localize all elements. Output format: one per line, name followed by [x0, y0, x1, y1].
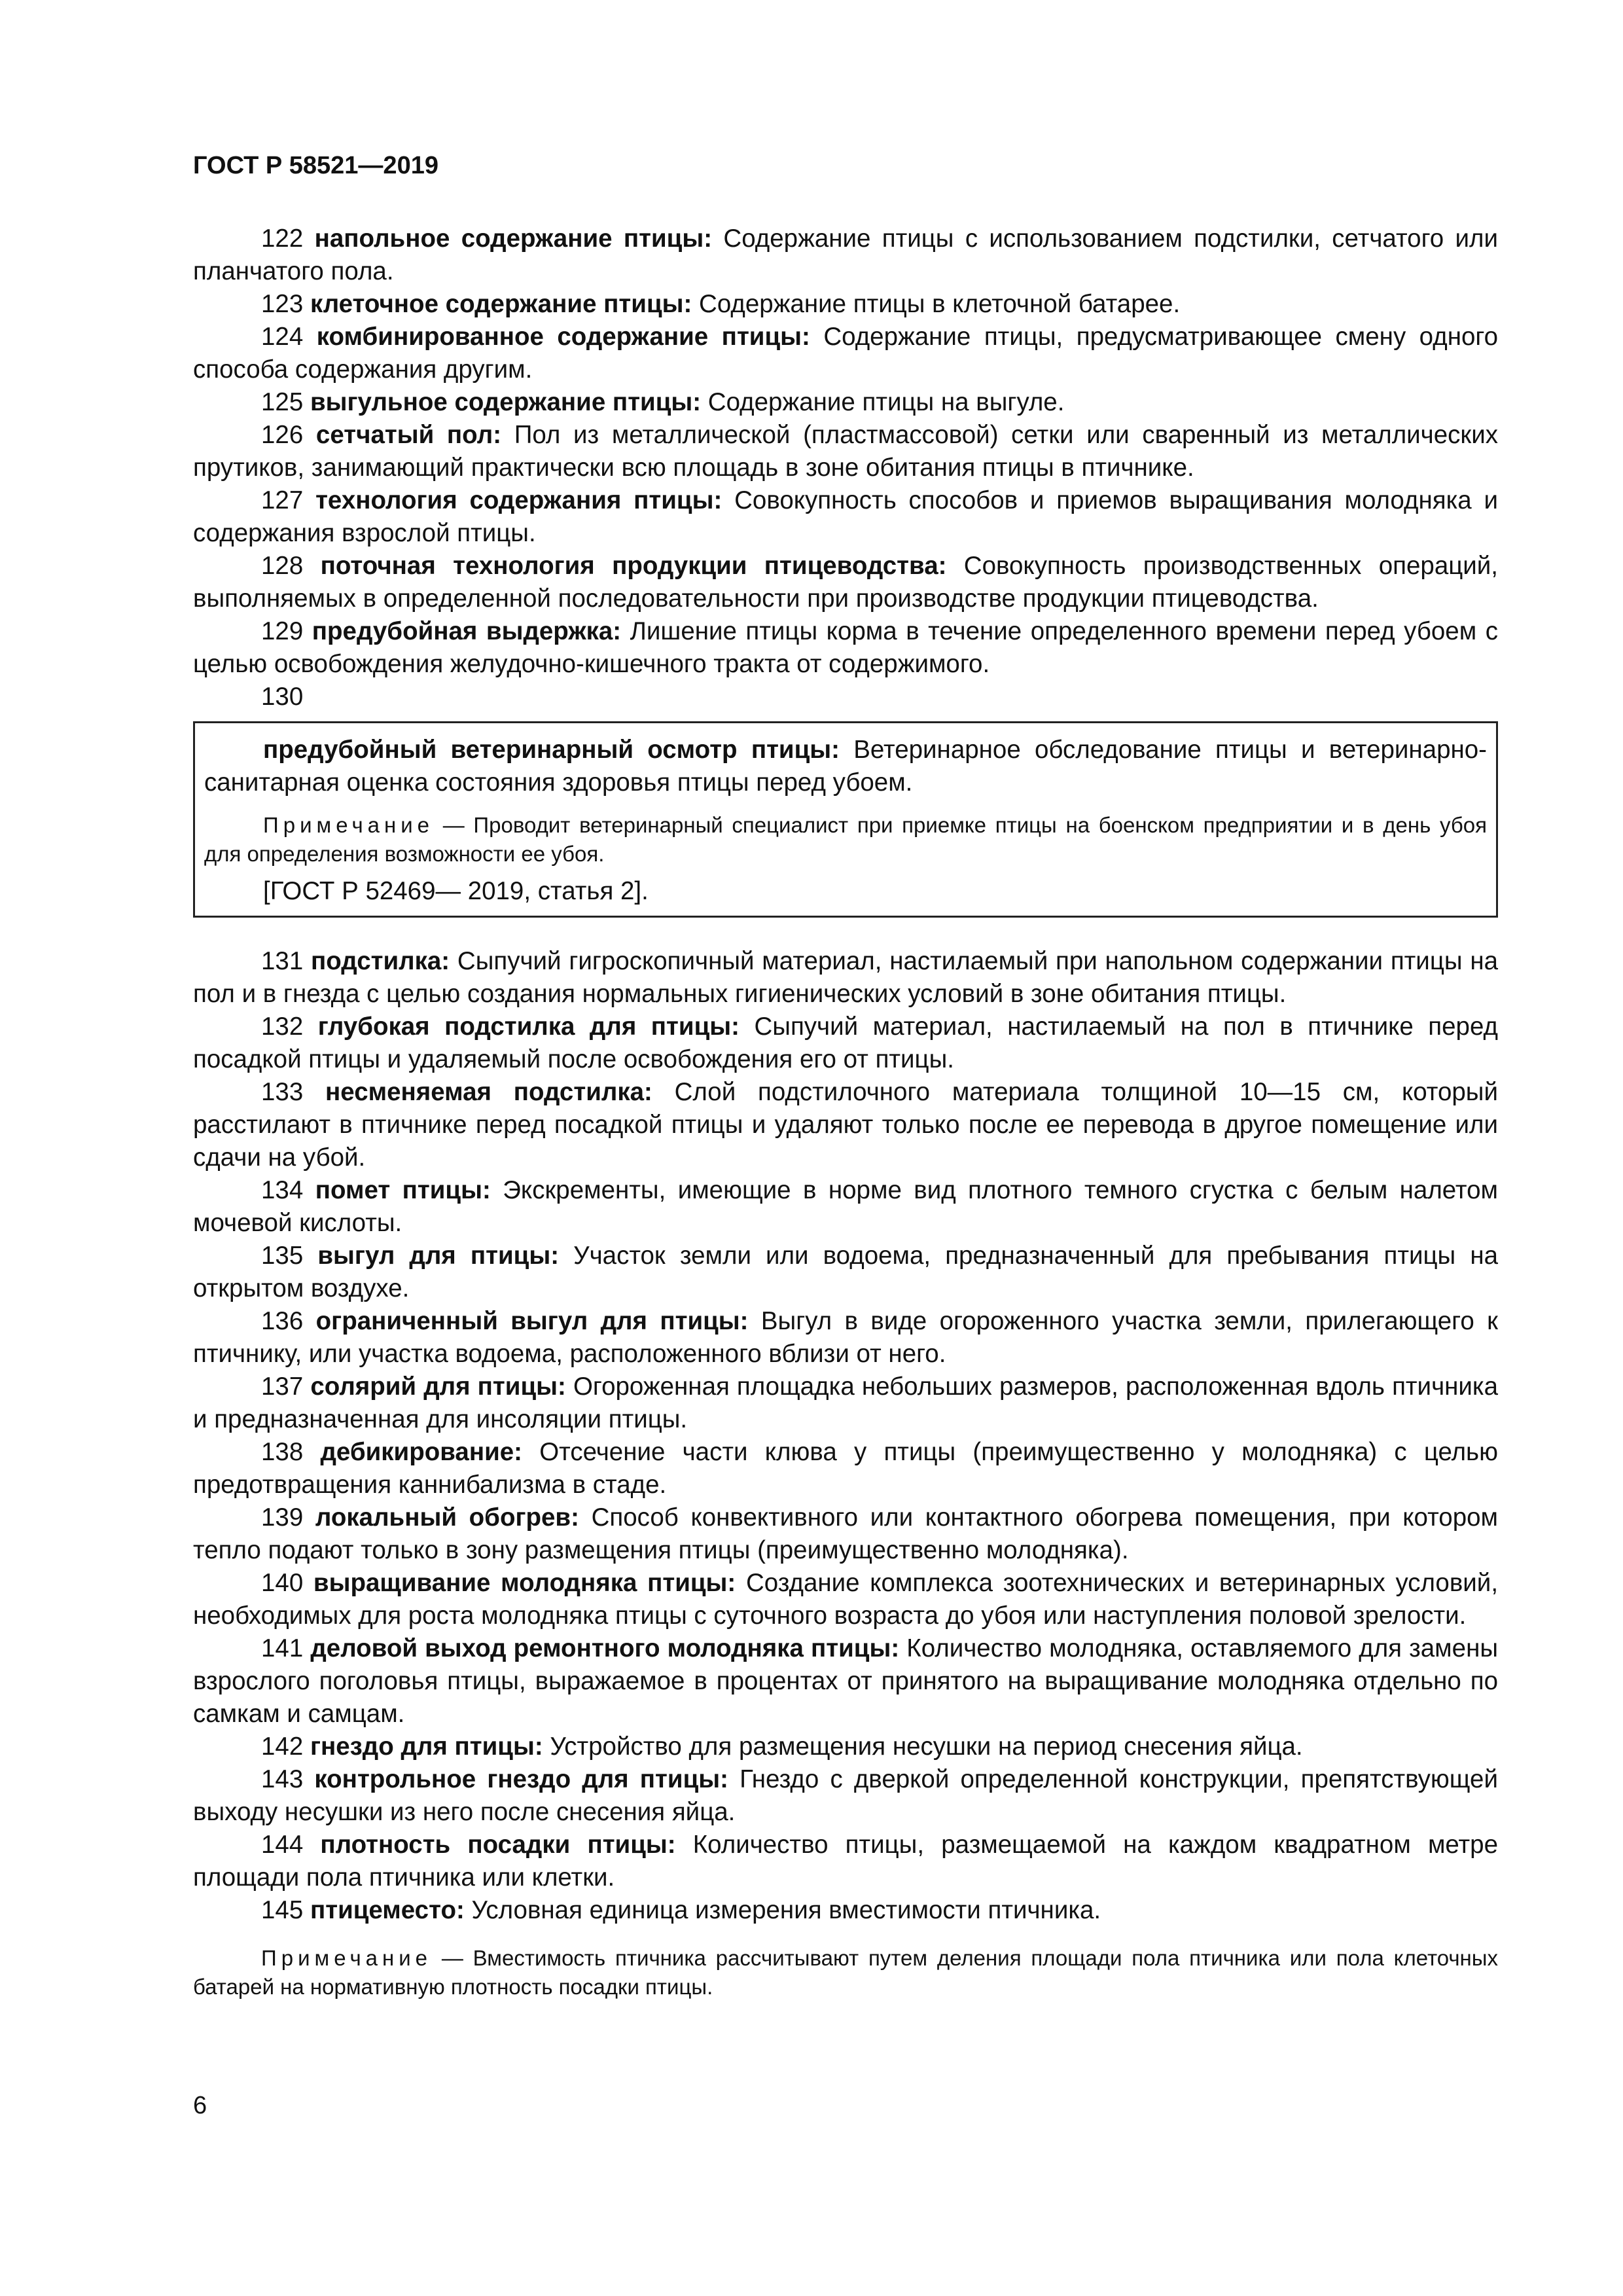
entry-definition: Выгул в виде огороженного участка земли, прилегающего к птичнику, или участка водоема, расположенного вблизи от него. — [193, 1307, 1498, 1368]
entry-term: выгульное содержание птицы: — [310, 388, 702, 416]
boxed-entry-number: 130 — [261, 683, 304, 711]
entry-term: гнездо для птицы: — [310, 1732, 543, 1761]
entry-term: дебикирование: — [320, 1438, 522, 1466]
entry-definition: Содержание птицы на выгуле. — [707, 388, 1065, 416]
entry-term: подстилка: — [311, 947, 450, 975]
entry-definition: Гнездо с дверкой определенной конструкции, препятствующей выходу несушки из него после снесения яйца. — [193, 1765, 1498, 1826]
term-entry — [193, 288, 1498, 321]
term-entry — [193, 945, 1498, 1011]
entry-term: сетчатый пол: — [315, 421, 502, 449]
entry-number: 128 — [261, 552, 304, 580]
note-label: Примечание — [261, 1946, 433, 1970]
entry-definition: Содержание птицы, предусматривающее смену одного способа содержания другим. — [193, 323, 1498, 384]
entry-number: 135 — [261, 1242, 304, 1270]
term-entry — [193, 223, 1498, 288]
term-entry — [193, 1174, 1498, 1240]
entry-definition: Участок земли или водоема, предназначенный для пребывания птицы на открытом воздухе. — [193, 1242, 1498, 1302]
term-entry — [193, 386, 1498, 419]
boxed-entry-definition: Ветеринарное обследование птицы и ветеринарно-санитарная оценка состояния здоровья птицы перед убоем. — [204, 736, 1487, 797]
entry-number: 122 — [261, 224, 304, 253]
entry-term: поточная технология продукции птицеводства: — [320, 552, 947, 580]
entry-number: 124 — [261, 323, 304, 351]
entry-number: 140 — [261, 1569, 304, 1597]
term-entry — [193, 1632, 1498, 1731]
term-entry — [193, 1305, 1498, 1371]
entry-definition: Сыпучий материал, настилаемый на пол в птичнике перед посадкой птицы и удаляемый после освобождения его от птицы. — [193, 1013, 1499, 1073]
entry-term: выращивание молодняка птицы: — [313, 1569, 736, 1597]
entry-definition: Количество птицы, размещаемой на каждом квадратном метре площади пола птичника или клетки. — [193, 1831, 1499, 1892]
entry-number: 127 — [261, 486, 304, 514]
entry-term: глубокая подстилка для птицы: — [317, 1013, 740, 1041]
entry-term: контрольное гнездо для птицы: — [314, 1765, 728, 1793]
entry-definition: Создание комплекса зоотехнических и ветеринарных условий, необходимых для роста молодняка птицы с суточного возраста до убоя или наступления половой зрелости. — [193, 1569, 1499, 1630]
term-entry — [193, 419, 1498, 484]
note-text: — Вместимость птичника рассчитывают путем деления площади пола птичника или пола клеточных батарей на нормативную плотность посадки птицы. — [193, 1946, 1498, 1999]
entry-term: солярий для птицы: — [310, 1372, 566, 1401]
entry-number: 143 — [261, 1765, 304, 1793]
entry-definition: Лишение птицы корма в течение определенного времени перед убоем с целью освобождения желудочно-кишечного тракта от содержимого. — [193, 617, 1498, 678]
entry-term: выгул для птицы: — [317, 1242, 560, 1270]
entry-number: 142 — [261, 1732, 304, 1761]
boxed-entry-term: предубойный ветеринарный осмотр птицы: — [263, 736, 840, 764]
entry-term: помет птицы: — [315, 1176, 491, 1204]
entry-definition: Экскременты, имеющие в норме вид плотного темного сгустка с белым налетом мочевой кислоты. — [193, 1176, 1498, 1237]
term-entry — [193, 1894, 1498, 1927]
final-note — [193, 1944, 1498, 2001]
term-entry — [193, 321, 1498, 386]
entry-term: ограниченный выгул для птицы: — [315, 1307, 749, 1335]
entry-definition: Совокупность производственных операций, выполняемых в определенной последовательности при производстве продукции птицеводства. — [193, 552, 1498, 613]
entry-definition: Условная единица измерения вместимости птичника. — [471, 1896, 1101, 1924]
entry-term: напольное содержание птицы: — [314, 224, 713, 253]
entry-term: деловой выход ремонтного молодняка птицы: — [310, 1634, 900, 1662]
term-entry — [193, 1567, 1498, 1632]
entry-number: 144 — [261, 1831, 304, 1859]
term-entry — [193, 1436, 1498, 1501]
entry-definition: Содержание птицы в клеточной батарее. — [699, 290, 1181, 318]
entry-number: 139 — [261, 1503, 304, 1532]
entry-definition: Сыпучий гигроскопичный материал, настилаемый при напольном содержании птицы на пол и в гнезда с целью создания нормальных гигиенических условий в зоне обитания птицы. — [193, 947, 1498, 1008]
term-entry — [193, 1371, 1498, 1436]
document-header: ГОСТ Р 58521—2019 — [193, 152, 438, 179]
note-text: — Проводит ветеринарный специалист при приемке птицы на боенском предприятии и в день убоя для определения возможности ее убоя. — [204, 813, 1487, 866]
entry-term: комбинированное содержание птицы: — [316, 323, 810, 351]
entry-number: 138 — [261, 1438, 304, 1466]
entry-term: птицеместо: — [310, 1896, 465, 1924]
term-entry — [193, 1076, 1498, 1174]
entry-number: 131 — [261, 947, 304, 975]
entries-after-box — [193, 945, 1498, 1927]
note-label: Примечание — [263, 813, 435, 837]
entry-number: 125 — [261, 388, 304, 416]
entry-number: 145 — [261, 1896, 304, 1924]
term-entry — [193, 484, 1498, 550]
term-entry — [193, 1501, 1498, 1567]
entry-definition: Слой подстилочного материала толщиной 10—15 см, который расстилают в птичнике перед посадкой птицы и удаляют только после ее перевода в другое помещение или сдачи на убой. — [193, 1078, 1498, 1172]
term-entry — [193, 1731, 1498, 1763]
page-number: 6 — [193, 2092, 207, 2119]
term-entry — [193, 1829, 1498, 1894]
entry-term: локальный обогрев: — [315, 1503, 579, 1532]
entry-number: 134 — [261, 1176, 304, 1204]
entries-before-box — [193, 223, 1498, 681]
document-body — [193, 223, 1498, 2001]
entry-term: предубойная выдержка: — [312, 617, 622, 645]
term-entry — [193, 1763, 1498, 1829]
entry-term: плотность посадки птицы: — [320, 1831, 676, 1859]
entry-number: 126 — [261, 421, 304, 449]
entry-number: 141 — [261, 1634, 304, 1662]
entry-term: клеточное содержание птицы: — [310, 290, 692, 318]
entry-definition: Отсечение части клюва у птицы (преимущественно у молодняка) с целью предотвращения каннибализма в стаде. — [193, 1438, 1498, 1499]
entry-number: 129 — [261, 617, 304, 645]
entry-number: 136 — [261, 1307, 304, 1335]
entry-number: 123 — [261, 290, 304, 318]
entry-definition: Пол из металлической (пластмассовой) сетки или сваренный из металлических прутиков, занимающий практически всю площадь в зоне обитания птицы в птичнике. — [193, 421, 1499, 482]
entry-number: 132 — [261, 1013, 304, 1041]
entry-term: несменяемая подстилка: — [325, 1078, 652, 1106]
entry-definition: Содержание птицы с использованием подстилки, сетчатого или планчатого пола. — [193, 224, 1498, 285]
term-entry — [193, 550, 1498, 615]
entry-term: технология содержания птицы: — [315, 486, 722, 514]
term-entry — [193, 1240, 1498, 1305]
boxed-entry-note — [204, 811, 1487, 869]
boxed-term-frame — [193, 721, 1498, 918]
boxed-entry-source: [ГОСТ Р 52469— 2019, статья 2]. — [263, 877, 649, 905]
entry-number: 133 — [261, 1078, 304, 1106]
term-entry — [193, 615, 1498, 681]
entry-definition: Совокупность способов и приемов выращивания молодняка и содержания взрослой птицы. — [193, 486, 1498, 547]
term-entry — [193, 1011, 1498, 1076]
entry-definition: Устройство для размещения несушки на период снесения яйца. — [550, 1732, 1303, 1761]
entry-definition: Огороженная площадка небольших размеров, расположенная вдоль птичника и предназначенная для инсоляции птицы. — [193, 1372, 1498, 1433]
entry-definition: Способ конвективного или контактного обогрева помещения, при котором тепло подают только в зону размещения птицы (преимущественно молодняка). — [193, 1503, 1498, 1564]
entry-definition: Количество молодняка, оставляемого для замены взрослого поголовья птицы, выражаемое в процентах от принятого на выращивание молодняка отдельно по самкам и самцам. — [193, 1634, 1498, 1728]
boxed-entry-definition-paragraph — [204, 734, 1487, 799]
entry-number: 137 — [261, 1372, 304, 1401]
